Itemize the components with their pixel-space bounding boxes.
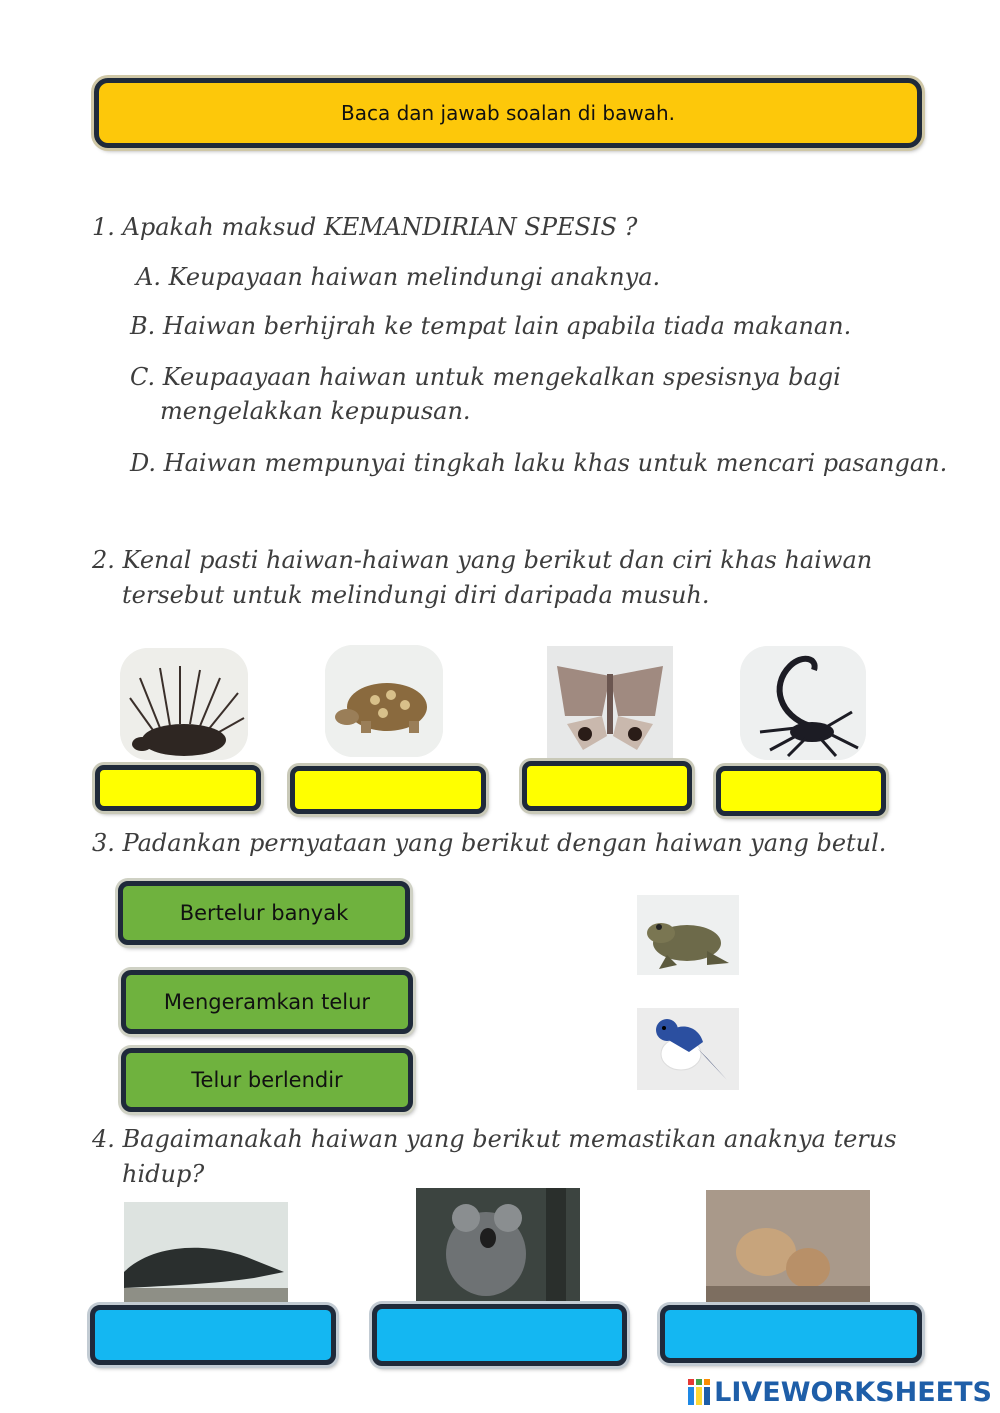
tortoise-photo [325, 645, 443, 757]
q2-answer-box-1[interactable] [95, 765, 261, 811]
moth-photo [547, 646, 673, 758]
statement-mengeramkan-telur[interactable] [121, 970, 413, 1034]
scorpion-photo [740, 646, 866, 760]
q3-question: 3. Padankan pernyataan yang berikut dengan haiwan yang betul. [92, 829, 887, 857]
crocodile-photo [124, 1202, 288, 1306]
q2-answer-box-4[interactable] [716, 766, 886, 816]
q1-option-b[interactable]: B. Haiwan berhijrah ke tempat lain apabila tiada makanan. [130, 312, 852, 340]
q1-option-d[interactable]: D. Haiwan mempunyai tingkah laku khas untuk mencari pasangan. [130, 449, 948, 477]
q1-option-c[interactable]: C. Keupaayaan haiwan untuk mengekalkan spesisnya bagi [130, 363, 841, 391]
q1-option-a[interactable]: A. Keupayaan haiwan melindungi anaknya. [136, 263, 661, 291]
q2-answer-box-3[interactable] [522, 761, 692, 811]
q4-question-line1: 4. Bagaimanakah haiwan yang berikut memastikan anaknya terus [92, 1125, 897, 1153]
statement-label: Telur berlendir [191, 1068, 343, 1092]
lion-photo [706, 1190, 870, 1306]
statement-bertelur-banyak[interactable] [118, 881, 410, 945]
koala-photo [416, 1188, 580, 1304]
q4-answer-box-1[interactable] [90, 1305, 336, 1365]
instruction-banner [94, 78, 922, 148]
liveworksheets-logo [688, 1376, 992, 1408]
q1-option-c-continued[interactable]: mengelakkan kepupusan. [160, 397, 471, 425]
q4-answer-box-2[interactable] [372, 1304, 627, 1366]
q2-question-line1: 2. Kenal pasti haiwan-haiwan yang berikut dan ciri khas haiwan [92, 546, 873, 574]
q1-question: 1. Apakah maksud KEMANDIRIAN SPESIS ? [92, 213, 638, 241]
instruction-text: Baca dan jawab soalan di bawah. [340, 101, 675, 125]
liveworksheets-mark-icon [688, 1379, 710, 1405]
statement-label: Mengeramkan telur [163, 990, 371, 1014]
q4-question-line2: hidup? [122, 1160, 205, 1188]
q2-answer-box-2[interactable] [290, 766, 486, 814]
statement-telur-berlendir[interactable] [121, 1048, 413, 1112]
frog-photo[interactable] [637, 895, 739, 975]
logo-text: LIVEWORKSHEETS [714, 1376, 992, 1408]
q4-answer-box-3[interactable] [660, 1305, 922, 1363]
porcupine-photo [120, 648, 248, 760]
q2-question-line2: tersebut untuk melindungi diri daripada musuh. [122, 581, 710, 609]
statement-label: Bertelur banyak [179, 901, 349, 925]
bird-photo[interactable] [637, 1008, 739, 1090]
